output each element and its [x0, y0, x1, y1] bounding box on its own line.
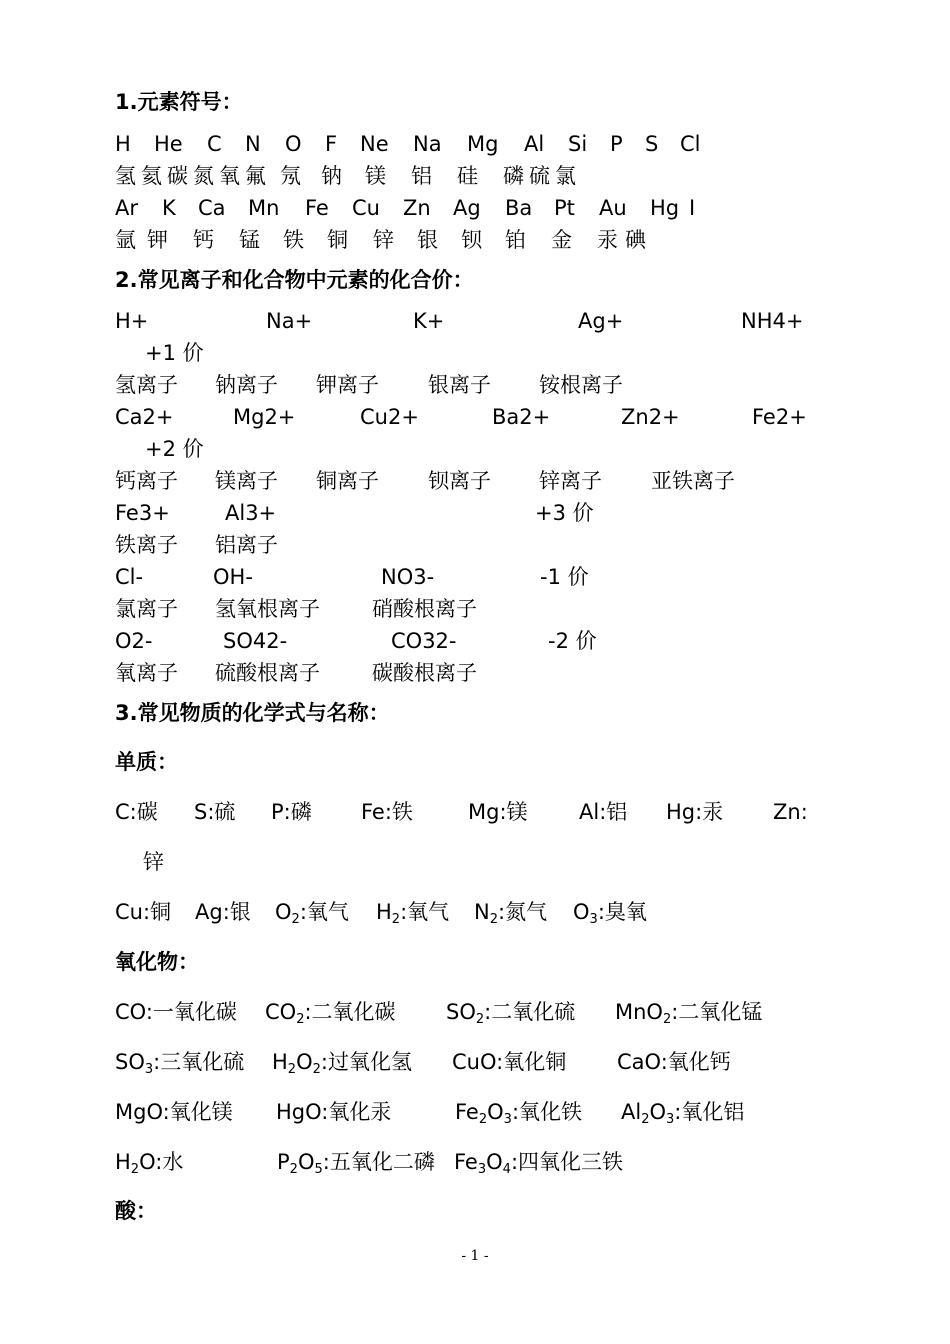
- formula-name: :二氧化硫: [484, 1000, 576, 1024]
- element-symbol: Ne: [360, 132, 389, 156]
- ion-name: 锌离子: [539, 469, 602, 493]
- substance-item: Zn:: [773, 800, 808, 824]
- substance-item: Mg:镁: [468, 800, 528, 824]
- formula-text: O: [486, 1150, 503, 1174]
- substance-item: S:硫: [194, 800, 236, 824]
- element-name: 钾: [147, 228, 168, 252]
- element-symbol: Al: [524, 132, 545, 156]
- element-name: 银: [417, 228, 438, 252]
- substance-item: P:磷: [271, 800, 312, 824]
- ion-name: 钡离子: [428, 469, 491, 493]
- formula-text: P: [277, 1150, 290, 1174]
- formula-text: O: [297, 1150, 315, 1174]
- formula-text: O: [487, 1100, 504, 1124]
- formula-text: CO: [265, 1000, 297, 1024]
- formula-text: Fe: [455, 1100, 479, 1124]
- formula-name: :四氧化三铁: [510, 1150, 624, 1174]
- element-symbol: Mg: [467, 132, 499, 156]
- valence-label: +1 价: [145, 341, 204, 365]
- formula-name: :三氧化硫: [153, 1050, 245, 1074]
- element-name: 锰: [239, 228, 260, 252]
- substance-item: [474, 896, 547, 928]
- formula-text: O: [573, 900, 590, 924]
- formula-text: O: [275, 900, 292, 924]
- oxide-item: CuO:氧化铜: [452, 1050, 567, 1074]
- oxide-item: MgO:氧化镁: [115, 1100, 233, 1124]
- element-symbol: S: [645, 132, 659, 156]
- ion-formula: Fe3+: [115, 501, 170, 525]
- ion-formula: NO3-: [381, 565, 435, 589]
- element-symbol: Mn: [248, 196, 280, 220]
- oxide-item: [615, 996, 762, 1028]
- formula-text: SO: [446, 1000, 476, 1024]
- element-symbol: P: [610, 132, 623, 156]
- substance-item: Cu:铜: [115, 900, 172, 924]
- element-symbol: Cl: [680, 132, 701, 156]
- oxides-subtitle: 氧化物：: [115, 950, 199, 974]
- element-symbol: Na: [413, 132, 442, 156]
- elements-subtitle: 单质：: [115, 750, 178, 774]
- formula-subscript: 5: [314, 1162, 323, 1177]
- formula-subscript: 2: [289, 1162, 298, 1177]
- ion-name: 铝离子: [215, 533, 278, 557]
- ion-name: 氢氧根离子: [215, 597, 320, 621]
- formula-subscript: 3: [477, 1162, 487, 1177]
- ion-formula: Cu2+: [360, 405, 419, 429]
- formula-name: :臭氧: [597, 900, 647, 924]
- formula-subscript: 2: [130, 1162, 140, 1177]
- ion-formula: Ba2+: [492, 405, 551, 429]
- formula-subscript: 2: [475, 1012, 485, 1027]
- element-name: 氧: [219, 164, 240, 188]
- formula-text: MnO: [615, 1000, 663, 1024]
- element-name: 钙: [193, 228, 214, 252]
- element-symbol: Pt: [554, 196, 575, 220]
- ion-name: 铵根离子: [539, 373, 623, 397]
- ion-formula: Mg2+: [233, 405, 296, 429]
- formula-name: :二氧化碳: [304, 1000, 396, 1024]
- element-name: 锌: [373, 228, 394, 252]
- substance-item: [573, 896, 647, 928]
- substance-item: Hg:汞: [666, 800, 724, 824]
- ion-name: 硫酸根离子: [215, 661, 320, 685]
- oxide-item: [455, 1096, 582, 1128]
- page-number: - 1 -: [461, 1248, 489, 1264]
- substance-item: C:碳: [115, 800, 158, 824]
- ion-formula: NH4+: [741, 309, 804, 333]
- oxide-item: [115, 1146, 183, 1178]
- oxide-item: [277, 1146, 435, 1178]
- element-name: 汞: [597, 228, 618, 252]
- ion-formula: CO32-: [391, 629, 457, 653]
- formula-text: H: [115, 1150, 131, 1174]
- formula-name: :二氧化锰: [671, 1000, 763, 1024]
- oxide-item: [115, 1046, 244, 1078]
- element-symbol: He: [154, 132, 183, 156]
- ion-name: 碳酸根离子: [372, 661, 477, 685]
- section-3-title: 3.常见物质的化学式与名称：: [115, 701, 390, 725]
- oxide-item: CO:一氧化碳: [115, 1000, 237, 1024]
- formula-text: N: [474, 900, 490, 924]
- element-symbol: I: [689, 196, 696, 220]
- element-symbol: K: [162, 196, 176, 220]
- element-name: 氦: [141, 164, 162, 188]
- formula-text: Fe: [454, 1150, 478, 1174]
- oxide-item: [272, 1046, 412, 1078]
- formula-subscript: 3: [589, 912, 598, 927]
- element-symbol: Fe: [305, 196, 329, 220]
- ion-formula: Zn2+: [621, 405, 680, 429]
- element-name: 硫: [529, 164, 550, 188]
- element-name: 氟: [245, 164, 266, 188]
- formula-text: SO: [115, 1050, 145, 1074]
- oxide-item: CaO:氧化钙: [617, 1050, 731, 1074]
- element-name: 钡: [461, 228, 482, 252]
- ion-name: 铜离子: [316, 469, 379, 493]
- ion-name: 铁离子: [115, 533, 178, 557]
- ion-name: 氢离子: [115, 373, 178, 397]
- element-symbol: H: [115, 132, 131, 156]
- formula-name: :氧化铁: [511, 1100, 583, 1124]
- ion-formula: O2-: [115, 629, 153, 653]
- element-symbol: Zn: [403, 196, 431, 220]
- formula-text: H: [376, 900, 392, 924]
- ion-name: 镁离子: [215, 469, 278, 493]
- section-2-title: 2.常见离子和化合物中元素的化合价：: [115, 268, 474, 292]
- element-symbol: Ar: [115, 196, 138, 220]
- element-name: 硅: [457, 164, 478, 188]
- substance-item: [376, 896, 449, 928]
- formula-subscript: 4: [502, 1162, 511, 1177]
- substance-item: [275, 896, 349, 928]
- element-symbol: Ag: [453, 196, 481, 220]
- ion-formula: Ag+: [578, 309, 624, 333]
- ion-name: 钙离子: [115, 469, 178, 493]
- element-symbol: N: [245, 132, 261, 156]
- ion-formula: H+: [115, 309, 149, 333]
- valence-label: +2 价: [145, 437, 204, 461]
- element-symbol: Au: [599, 196, 627, 220]
- ion-name: 氧离子: [115, 661, 178, 685]
- substance-item: Al:铝: [579, 800, 628, 824]
- ion-formula: Ca2+: [115, 405, 174, 429]
- oxide-item: [446, 996, 575, 1028]
- element-symbol: C: [207, 132, 222, 156]
- formula-subscript: 2: [662, 1012, 672, 1027]
- substance-item: Ag:银: [195, 900, 251, 924]
- formula-subscript: 3: [666, 1112, 675, 1127]
- formula-name: :氮气: [498, 900, 548, 924]
- element-symbol: Hg: [650, 196, 680, 220]
- element-symbol: F: [325, 132, 338, 156]
- element-name: 碳: [167, 164, 188, 188]
- formula-subscript: 2: [296, 1012, 305, 1027]
- acids-subtitle: 酸：: [115, 1199, 157, 1223]
- element-name: 铂: [505, 228, 526, 252]
- formula-name: :氧气: [299, 900, 349, 924]
- formula-subscript: 3: [144, 1062, 154, 1077]
- element-name: 氯: [555, 164, 576, 188]
- formula-subscript: 2: [291, 912, 300, 927]
- ion-formula: Al3+: [225, 501, 277, 525]
- formula-name: :过氧化氢: [320, 1050, 412, 1074]
- formula-text: Al: [621, 1100, 642, 1124]
- element-name: 镁: [365, 164, 386, 188]
- element-name: 铁: [283, 228, 304, 252]
- ion-name: 银离子: [428, 373, 491, 397]
- substance-item: Fe:铁: [361, 800, 413, 824]
- ion-formula: OH-: [213, 565, 253, 589]
- substance-item: 锌: [143, 850, 164, 874]
- ion-name: 钠离子: [215, 373, 278, 397]
- element-name: 金: [551, 228, 572, 252]
- formula-name: :氧化铝: [674, 1100, 745, 1124]
- element-name: 铝: [411, 164, 432, 188]
- oxide-item: HgO:氧化汞: [276, 1100, 392, 1124]
- element-symbol: O: [285, 132, 302, 156]
- element-symbol: Ca: [198, 196, 226, 220]
- formula-subscript: 2: [641, 1112, 650, 1127]
- formula-name: O:水: [139, 1150, 184, 1174]
- element-name: 磷: [503, 164, 524, 188]
- ion-formula: Fe2+: [752, 405, 807, 429]
- valence-label: -2 价: [548, 629, 597, 653]
- formula-text: O: [296, 1050, 313, 1074]
- formula-subscript: 2: [489, 912, 498, 927]
- oxide-item: [265, 996, 396, 1028]
- element-symbol: Ba: [505, 196, 533, 220]
- formula-text: H: [272, 1050, 288, 1074]
- element-name: 氢: [115, 164, 136, 188]
- element-name: 氩: [115, 228, 136, 252]
- section-1-title: 1.元素符号：: [115, 90, 243, 114]
- ion-formula: K+: [413, 309, 445, 333]
- ion-formula: Cl-: [115, 565, 144, 589]
- formula-name: :五氧化二磷: [322, 1150, 435, 1174]
- ion-formula: SO42-: [223, 629, 288, 653]
- element-name: 氮: [193, 164, 214, 188]
- element-name: 铜: [327, 228, 348, 252]
- formula-subscript: 2: [312, 1062, 321, 1077]
- element-symbol: Cu: [352, 196, 380, 220]
- element-symbol: Si: [568, 132, 588, 156]
- ion-name: 氯离子: [115, 597, 178, 621]
- ion-name: 钾离子: [316, 373, 379, 397]
- ion-formula: Na+: [266, 309, 313, 333]
- formula-subscript: 2: [478, 1112, 488, 1127]
- formula-name: :氧气: [400, 900, 450, 924]
- ion-name: 亚铁离子: [651, 469, 735, 493]
- formula-subscript: 2: [287, 1062, 297, 1077]
- ion-name: 硝酸根离子: [372, 597, 477, 621]
- formula-text: O: [649, 1100, 667, 1124]
- formula-subscript: 2: [391, 912, 401, 927]
- valence-label: +3 价: [535, 501, 594, 525]
- element-name: 钠: [321, 164, 342, 188]
- valence-label: -1 价: [540, 565, 589, 589]
- oxide-item: [621, 1096, 744, 1128]
- oxide-item: [454, 1146, 623, 1178]
- element-name: 碘: [625, 228, 646, 252]
- element-name: 氖: [280, 164, 301, 188]
- formula-subscript: 3: [503, 1112, 512, 1127]
